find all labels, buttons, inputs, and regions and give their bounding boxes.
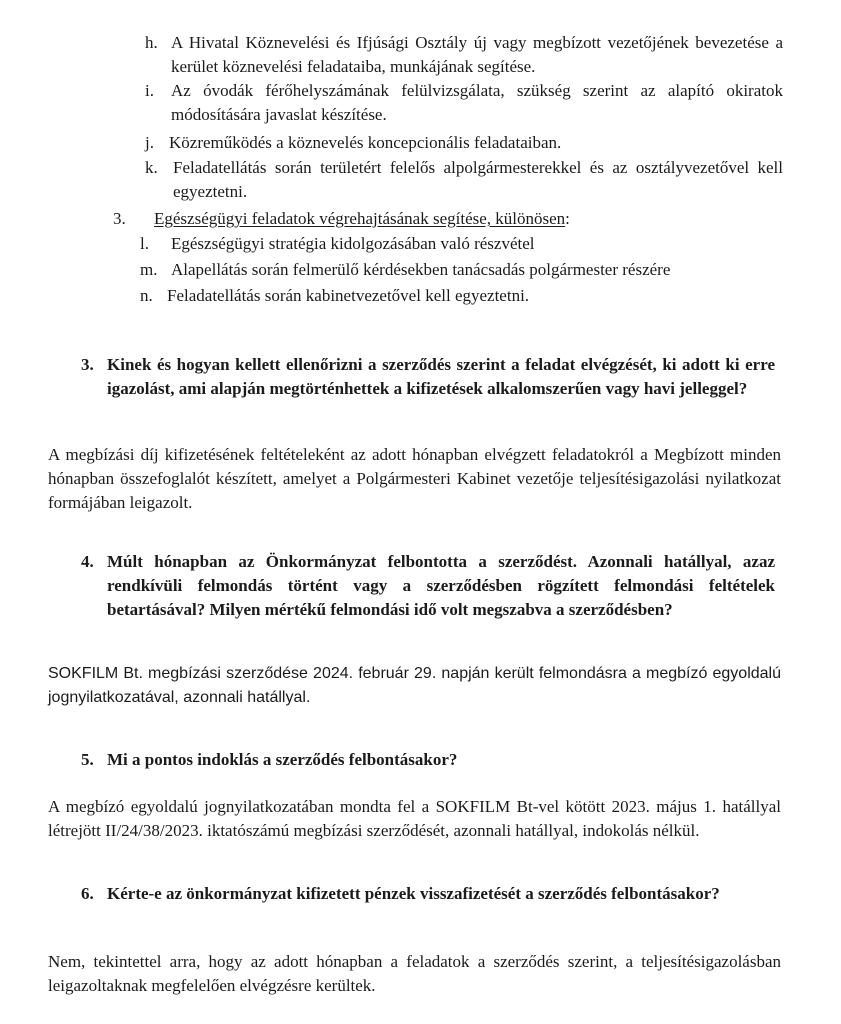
list-label: h. (145, 33, 158, 52)
list-text: Alapellátás során felmerülő kérdésekben tanácsadás polgármester részére (171, 260, 671, 279)
question-number: 6. (81, 884, 94, 903)
list-label: n. (140, 286, 153, 305)
list-item-m (140, 258, 780, 282)
question-4 (81, 550, 781, 646)
answer-5: A megbízó egyoldalú jognyilatkozatában mondta fel a SOKFILM Bt-vel kötött 2023. május 1. hatállyal létrejött II/24/38/2023. iktatószámú megbízási szerződését, azonnali hatállyal, indokolás nélkül. (48, 797, 781, 840)
question-number: 3. (81, 355, 94, 374)
list-label: j. (145, 133, 154, 152)
section-number: 3. (113, 209, 126, 228)
question-5 (81, 748, 781, 772)
section-title: Egészségügyi feladatok végrehajtásának segítése, különösen (154, 209, 566, 228)
question-number: 4. (81, 552, 94, 571)
list-label: m. (140, 260, 158, 279)
list-item-h (145, 31, 785, 79)
list-label: l. (140, 234, 149, 253)
question-6 (81, 882, 781, 930)
list-text: Feladatellátás során területért felelős alpolgármesterekkel és az osztályvezetővel kell egyeztetni. (173, 158, 783, 201)
list-text: Közreműködés a köznevelés koncepcionális feladataiban. (169, 133, 562, 152)
section-3-heading (113, 207, 713, 231)
list-label: k. (145, 158, 158, 177)
list-text: Egészségügyi stratégia kidolgozásában való részvétel (171, 234, 535, 253)
list-text: Feladatellátás során kabinetvezetővel kell egyeztetni. (167, 286, 530, 305)
list-text: Az óvodák férőhelyszámának felülvizsgálata, szükség szerint az alapító okiratok módosítására javaslat készítése. (171, 81, 783, 124)
list-item-l (140, 232, 780, 256)
list-item-j (145, 131, 785, 155)
list-item-i (145, 79, 785, 127)
list-item-n (140, 284, 780, 308)
answer-6: Nem, tekintettel arra, hogy az adott hónapban a feladatok a szerződés szerint, a teljesítésigazolásban leigazoltaknak megfelelően elvégzésre kerültek. (48, 952, 781, 995)
section-colon: : (565, 209, 570, 228)
question-number: 5. (81, 750, 94, 769)
question-text: Mi a pontos indoklás a szerződés felbontásakor? (107, 750, 458, 769)
list-text: A Hivatal Köznevelési és Ifjúsági Osztály új vagy megbízott vezetőjének bevezetése a kerület köznevelési feladataiba, munkájának segítése. (171, 33, 783, 76)
answer-4: SOKFILM Bt. megbízási szerződése 2024. február 29. napján került felmondásra a megbízó egyoldalú jognyilatkozatával, azonnali hatállyal. (48, 665, 781, 706)
question-text: Kérte-e az önkormányzat kifizetett pénzek visszafizetését a szerződés felbontásakor? (107, 884, 720, 903)
answer-3: A megbízási díj kifizetésének feltételeként az adott hónapban elvégzett feladatokról a Megbízott minden hónapban összefoglalót készített, amelyet a Polgármesteri Kabinet vezetője teljesítésigazolási nyilatkozat formájában leigazolt. (48, 445, 781, 512)
list-label: i. (145, 81, 154, 100)
question-text: Múlt hónapban az Önkormányzat felbontotta a szerződést. Azonnali hatállyal, azaz rendkívüli felmondás történt vagy a szerződésben rögzített felmondási feltételek betartásával? Milyen mértékű felmondási idő volt megszabva a szerződésben? (107, 552, 775, 619)
list-item-k (145, 156, 785, 204)
section-title-wrap (154, 207, 570, 231)
question-3 (81, 353, 781, 425)
question-text: Kinek és hogyan kellett ellenőrizni a szerződés szerint a feladat elvégzését, ki adott ki erre igazolást, ami alapján megtörténhettek a kifizetések alkalomszerűen vagy havi jelleggel? (107, 355, 775, 398)
